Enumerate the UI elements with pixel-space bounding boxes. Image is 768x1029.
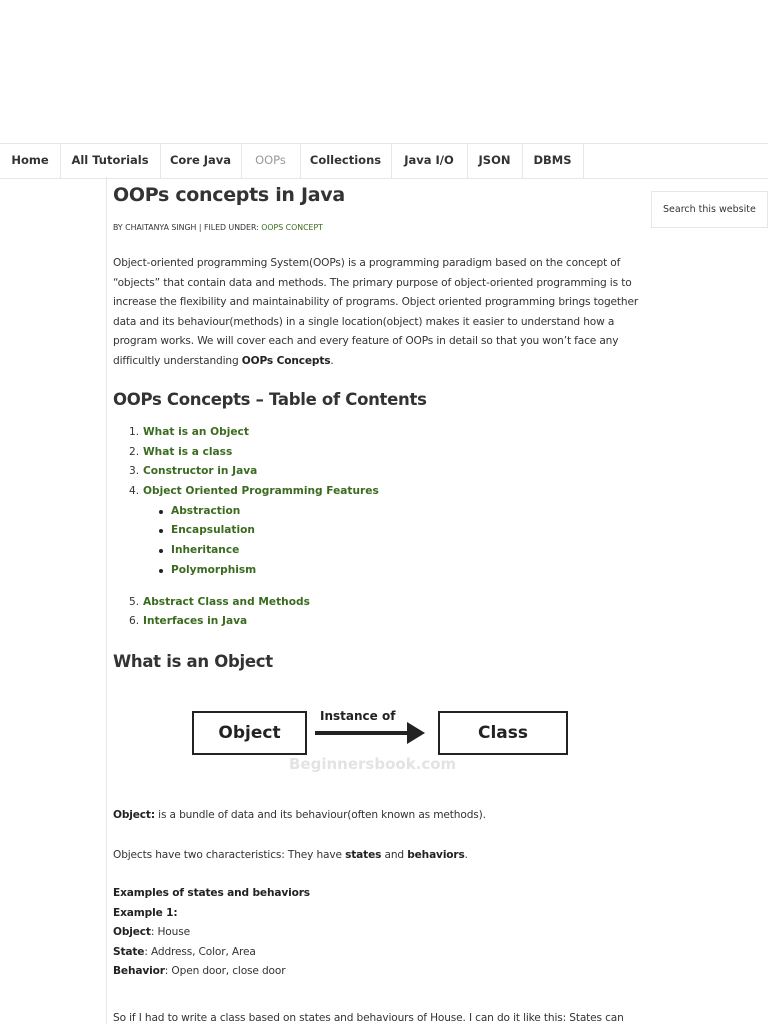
examples-heading-text: Examples of states and behaviors [113,887,310,899]
toc-link-inheritance[interactable]: Inheritance [171,544,240,557]
intro-text: Object-oriented programming System(OOPs) is a programming paradigm based on the concept of “objects” that contain data and methods. The primary purpose of object-oriented programming is to increase the flexibility and maintainability of programs. Object oriented programming brings together data and its behaviour(methods) in a single location(object) makes it easier to understand how a program works. We will cover each and every feature of OOPs in detail so that you won’t face any difficultly understanding [113,257,639,367]
intro-bold: OOPs Concepts [241,354,331,367]
toc-num: 2. [129,445,140,458]
example-behavior-label: Behavior [113,965,165,977]
intro-paragraph [113,254,643,372]
toc-item [113,593,379,613]
toc-link-object[interactable]: What is an Object [143,426,249,438]
site-header [0,0,768,143]
example1-heading-text: Example 1: [113,907,178,919]
toc-link-polymorphism[interactable]: Polymorphism [171,563,257,576]
object-definition [113,806,486,826]
nav-item-oops[interactable]: OOPs [241,144,301,178]
nav-item-collections[interactable]: Collections [300,144,392,178]
example-state-value: : Address, Color, Area [144,946,256,958]
main-nav [0,143,768,179]
diagram-object-box: Object [192,711,307,755]
diagram-class-box: Class [438,711,568,755]
toc-heading: OOPs Concepts – Table of Contents [113,390,427,409]
examples-heading [113,884,310,904]
toc-link-oop-features[interactable]: Object Oriented Programming Features [143,485,379,498]
toc-num: 6. [129,615,140,628]
chars-text: . [464,849,468,861]
toc-subitem [113,561,379,581]
toc-subitem [113,541,379,561]
toc-item [113,482,379,502]
toc-link-abstraction[interactable]: Abstraction [171,504,241,517]
toc-subitem [113,502,379,522]
category-link[interactable]: OOPS CONCEPT [261,223,323,232]
post-meta-author: BY CHAITANYA SINGH | FILED UNDER: [113,223,262,232]
content-divider [106,177,107,1024]
example-object-value: : House [150,926,190,938]
toc-link-constructor[interactable]: Constructor in Java [143,465,258,478]
toc-link-encapsulation[interactable]: Encapsulation [171,524,255,537]
class-intro-paragraph: So if I had to write a class based on states and behaviours of House. I can do it like this: States can [113,1012,624,1024]
toc-link-abstract-class[interactable]: Abstract Class and Methods [143,595,310,608]
object-def-bold: Object: [113,809,155,821]
chars-bold-behaviors: behaviors [407,849,465,861]
nav-item-dbms[interactable]: DBMS [522,144,584,178]
example-behavior-line [113,962,285,982]
toc-gap [113,581,379,593]
toc-num: 4. [129,485,140,498]
arrow-right-icon [407,722,425,744]
chars-text: and [381,849,408,861]
page-title: OOPs concepts in Java [113,184,345,206]
example-object-line [113,923,190,943]
toc-item [113,462,379,482]
toc-item [113,423,379,443]
toc-subitem [113,521,379,541]
intro-end: . [330,354,334,367]
example-state-label: State [113,946,145,958]
table-of-contents [113,423,379,632]
toc-num: 3. [129,465,140,478]
toc-link-class[interactable]: What is a class [143,445,233,458]
bullet-icon [159,510,163,514]
nav-item-core-java[interactable]: Core Java [160,144,242,178]
chars-bold-states: states [345,849,382,861]
object-class-diagram [191,705,571,777]
toc-item [113,443,379,463]
nav-item-all-tutorials[interactable]: All Tutorials [60,144,161,178]
toc-item [113,612,379,632]
toc-link-interfaces[interactable]: Interfaces in Java [143,615,248,628]
example-object-label: Object [113,926,151,938]
nav-item-home[interactable]: Home [0,144,61,178]
chars-text: Objects have two characteristics: They have [113,849,346,861]
search-input[interactable] [651,191,768,228]
toc-num: 1. [129,426,140,438]
diagram-arrow-label: Instance of [320,709,396,723]
object-characteristics [113,846,468,866]
diagram-watermark: Beginnersbook.com [289,755,457,773]
post-meta [113,223,323,232]
toc-num: 5. [129,595,140,608]
bullet-icon [159,569,163,573]
example-behavior-value: : Open door, close door [164,965,286,977]
diagram-arrow-line [315,731,411,735]
section-heading-object: What is an Object [113,652,273,671]
nav-item-json[interactable]: JSON [467,144,523,178]
nav-item-java-io[interactable]: Java I/O [391,144,468,178]
bullet-icon [159,549,163,553]
object-def-text: is a bundle of data and its behaviour(often known as methods). [154,809,486,821]
example-state-line [113,943,256,963]
example1-heading [113,904,177,924]
bullet-icon [159,529,163,533]
